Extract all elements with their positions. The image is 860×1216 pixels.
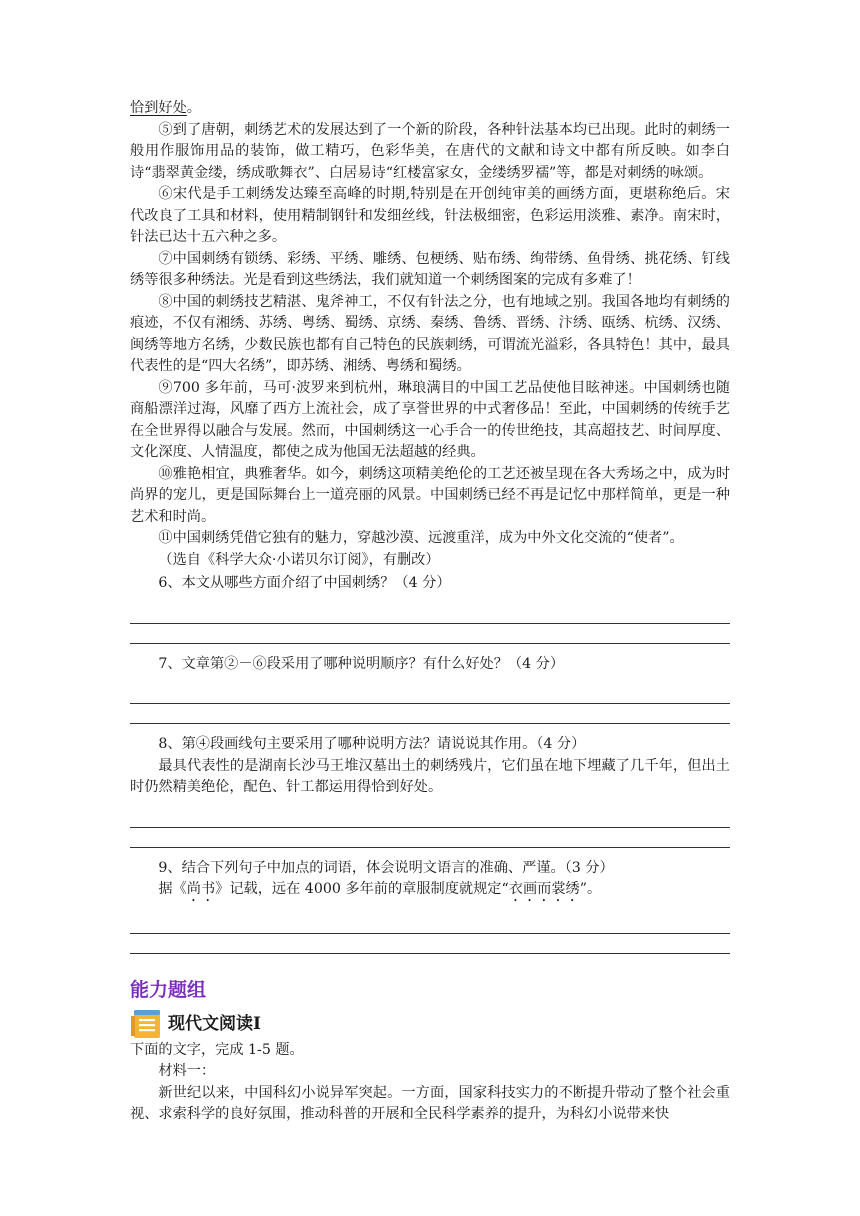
answer-lines-6[interactable]: [130, 604, 730, 644]
question-8-quote: 最具代表性的是湖南长沙马王堆汉墓出土的刺绣残片，它们虽在地下埋藏了几千年，但出土时仍然精美绝伦，配色、针工都运用得恰到好处。: [130, 757, 730, 795]
answer-line[interactable]: [130, 624, 730, 644]
question-9-sentence: 据《尚书》记载，远在 4000 多年前的章服制度就规定“衣画而裳绣”。: [158, 881, 602, 897]
answer-lines-9[interactable]: [130, 914, 730, 954]
document-page: [130, 98, 730, 1126]
answer-line[interactable]: [130, 604, 730, 624]
answer-lines-8[interactable]: [130, 808, 730, 848]
paragraph-10: ⑩雅艳相宜，典雅奢华。如今，刺绣这项精美绝伦的工艺还被呈现在各大秀场之中，成为时尚界的宠儿，更是国际舞台上一道亮丽的风景。中国刺绣已经不再是记忆中那样简单，更是一种艺术和时尚。: [130, 465, 730, 525]
fragment-line: 恰到好处。: [130, 100, 201, 116]
paragraph-5: ⑤到了唐朝，刺绣艺术的发展达到了一个新的阶段，各种针法基本均已出现。此时的刺绣一般用作服饰用品的装饰，做工精巧，色彩华美，在唐代的文献和诗文中都有所反映。如李白诗“翡翠黄金缕，绣成歌舞衣”、白居易诗“红楼富家女，金缕绣罗襦”等，都是对刺绣的咏颂。: [130, 121, 730, 181]
underlined-fragment: 恰到好处: [130, 100, 187, 116]
paragraph-6: ⑥宋代是手工刺绣发达臻至高峰的时期,特别是在开创纯审美的画绣方面，更堪称绝后。宋代改良了工具和材料，使用精制钢针和发细丝线，针法极细密，色彩运用淡雅、素净。南宋时，针法已达十五六种之多。: [130, 186, 730, 245]
answer-line[interactable]: [130, 808, 730, 828]
reading-intro: 下面的文字，完成 1-5 题。: [130, 1041, 304, 1058]
answer-lines-7[interactable]: [130, 684, 730, 724]
material-label: 材料一：: [158, 1063, 216, 1079]
material-text: 新世纪以来，中国科幻小说异军突起。一方面，国家科技实力的不断提升带动了整个社会重视、求索科学的良好氛围，推动科普的开展和全民科学素养的提升，为科幻小说带来快: [130, 1084, 730, 1122]
question-6: 6、本文从哪些方面介绍了中国刺绣？（4 分）: [158, 575, 451, 591]
question-8: 8、第④段画线句主要采用了哪种说明方法？请说说其作用。（4 分）: [158, 736, 586, 752]
paragraph-11: ⑪中国刺绣凭借它独有的魅力，穿越沙漠、远渡重洋，成为中外文化交流的“使者”。: [158, 530, 684, 546]
subsection-header: [130, 1010, 730, 1040]
paragraph-9: ⑨700 多年前，马可·波罗来到杭州，琳琅满目的中国工艺品使他目眩神迷。中国刺绣也随商船漂洋过海，风靡了西方上流社会，成了享誉世界的中式奢侈品！至此，中国刺绣的传统手艺在全世界得以融合与发展。然而，中国刺绣这一心手合一的传世绝技，其高超技艺、时间厚度、文化深度、人情温度，都使之成为他国无法超越的经典。: [130, 379, 730, 460]
answer-line[interactable]: [130, 914, 730, 934]
paragraph-7: ⑦中国刺绣有锁绣、彩绣、平绣、雕绣、包梗绣、贴布绣、绚带绣、鱼骨绣、挑花绣、钉线绣等很多种绣法。光是看到这些绣法，我们就知道一个刺绣图案的完成有多难了！: [130, 250, 730, 288]
question-9: 9、结合下列句子中加点的词语，体会说明文语言的准确、严谨。（3 分）: [158, 859, 614, 876]
answer-line[interactable]: [130, 934, 730, 954]
book-icon: [130, 1008, 164, 1040]
question-7: 7、文章第②－⑥段采用了哪种说明顺序？有什么好处？（4 分）: [158, 655, 565, 672]
source-citation: （选自《科学大众·小诺贝尔订阅》，有删改）: [158, 551, 440, 568]
dotted-word-yihua: 衣画而裳绣: [508, 881, 580, 897]
answer-line[interactable]: [130, 704, 730, 724]
answer-line[interactable]: [130, 684, 730, 704]
subsection-title: 现代文阅读Ⅰ: [168, 1014, 261, 1034]
dotted-word-shangshu: 《尚书》: [172, 881, 230, 897]
paragraph-8: ⑧中国的刺绣技艺精湛、鬼斧神工，不仅有针法之分，也有地域之别。我国各地均有刺绣的痕迹，不仅有湘绣、苏绣、粤绣、蜀绣、京绣、秦绣、鲁绣、晋绣、汴绣、瓯绣、杭绣、汉绣、闽绣等地方名绣，少数民族也都有自己特色的民族刺绣，可谓流光溢彩，各具特色！其中，最具代表性的是“四大名绣”，即苏绣、湘绣、粤绣和蜀绣。: [130, 293, 730, 374]
answer-line[interactable]: [130, 828, 730, 848]
section-title: 能力题组: [130, 979, 207, 1001]
